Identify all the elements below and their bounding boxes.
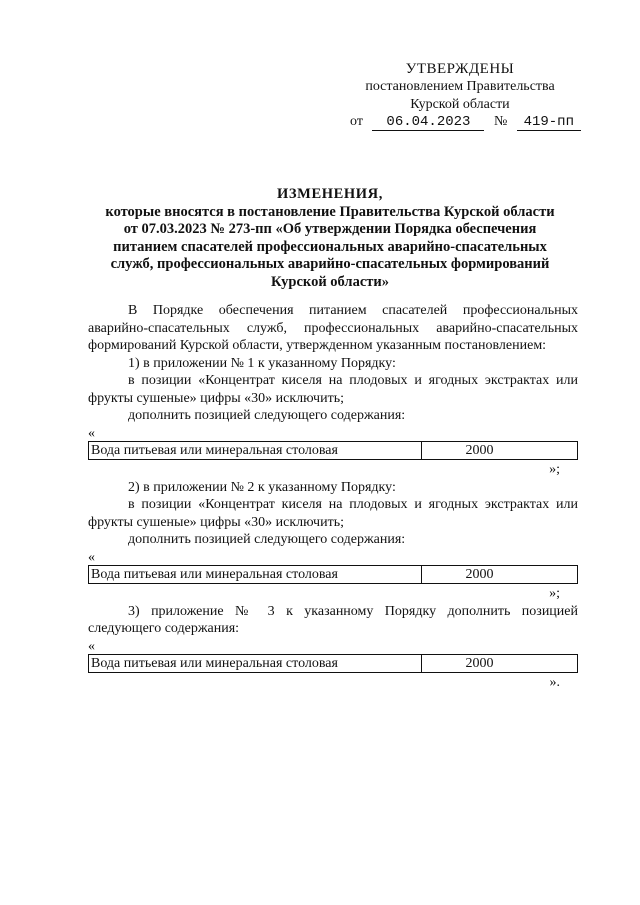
- document-body: [88, 302, 578, 692]
- item-1-text: в позиции «Концентрат киселя на плодовых и ягодных экстрактах или фрукты сушеные» цифры «30» исключить;: [88, 373, 578, 406]
- title-line-5: Курской области»: [271, 273, 389, 290]
- position-table-2: [88, 565, 578, 584]
- approved-region-line: Курской области: [410, 97, 510, 112]
- title-heading: ИЗМЕНЕНИЯ,: [277, 186, 383, 202]
- open-quote-3: «: [88, 638, 95, 654]
- item-2-heading: 2) в приложении № 2 к указанному Порядку:: [128, 479, 396, 495]
- position-table-3: [88, 654, 578, 673]
- intro-paragraph: В Порядке обеспечения питанием спасателей профессиональных аварийно-спасательных служб, профессиональных аварийно-спасательных формирований Курской области, утвержденном указанным постановлением:: [88, 303, 578, 353]
- approved-label: УТВЕРЖДЕНЫ: [405, 61, 515, 77]
- approval-number: 419-пп: [517, 115, 581, 131]
- approval-date: 06.04.2023: [372, 115, 484, 131]
- item-2-text: в позиции «Концентрат киселя на плодовых и ягодных экстрактах или фрукты сушеные» цифры «30» исключить;: [88, 497, 578, 530]
- title-line-3: питанием спасателей профессиональных аварийно-спасательных: [113, 238, 547, 255]
- table-cell-name: Вода питьевая или минеральная столовая: [89, 442, 422, 459]
- from-label: от: [350, 114, 363, 129]
- number-label: №: [493, 114, 508, 129]
- item-1-heading: 1) в приложении № 1 к указанному Порядку:: [128, 355, 396, 371]
- approved-by-line: постановлением Правительства: [365, 79, 555, 94]
- position-table-1: [88, 441, 578, 460]
- table-cell-value: 2000: [465, 442, 494, 458]
- open-quote-1: «: [88, 425, 95, 441]
- table-cell-value: 2000: [465, 655, 494, 671]
- item-2-add: дополнить позицией следующего содержания:: [128, 532, 406, 547]
- title-line-1: которые вносятся в постановление Правительства Курской области: [105, 203, 555, 220]
- open-quote-2: «: [88, 549, 95, 565]
- close-quote-3: ».: [549, 674, 560, 690]
- title-line-2: от 07.03.2023 № 273-пп «Об утверждении Порядка обеспечения: [123, 221, 537, 237]
- approval-stamp: [340, 60, 580, 114]
- table-cell-name: Вода питьевая или минеральная столовая: [89, 566, 422, 583]
- close-quote-2: »;: [549, 585, 560, 601]
- approval-date-line: [350, 114, 581, 131]
- close-quote-1: »;: [549, 461, 560, 477]
- item-1-add: дополнить позицией следующего содержания:: [128, 408, 406, 423]
- item-3-text: 3) приложение № 3 к указанному Порядку дополнить позицией следующего содержания:: [88, 603, 578, 636]
- table-cell-name: Вода питьевая или минеральная столовая: [89, 655, 422, 672]
- table-cell-value: 2000: [465, 566, 494, 582]
- title-line-4: служб, профессиональных аварийно-спасательных формирований: [110, 256, 550, 272]
- document-title: [70, 186, 590, 291]
